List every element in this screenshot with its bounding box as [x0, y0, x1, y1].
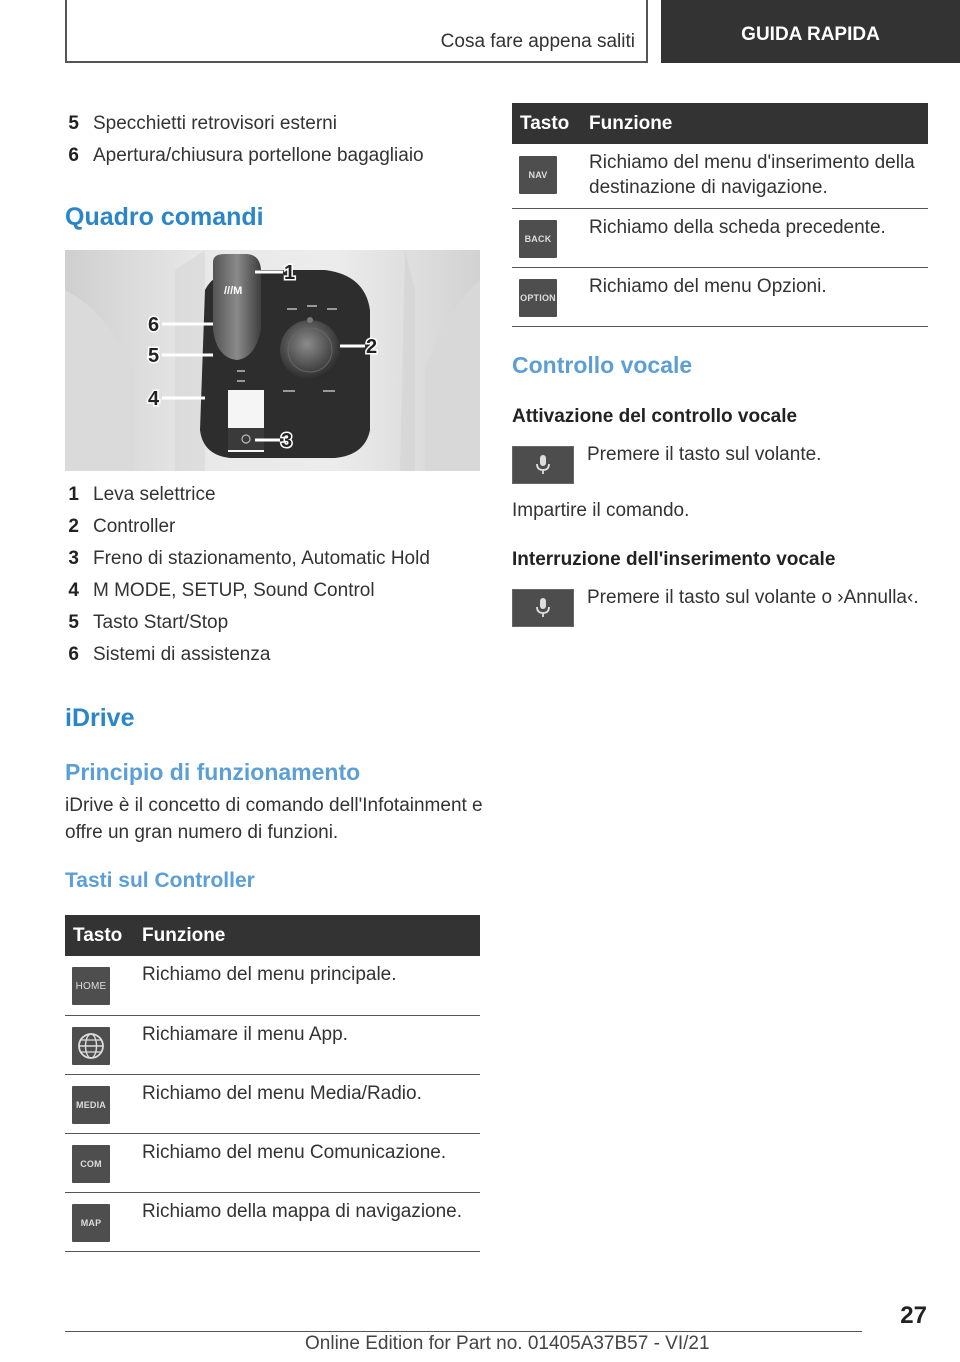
callout-1: 1 — [284, 262, 296, 284]
controller-keys-table — [65, 915, 480, 1252]
function-text: Richiamo del menu Opzioni. — [589, 276, 827, 297]
key-label: OPTION — [520, 293, 556, 303]
callout-3: 3 — [281, 430, 293, 452]
item-number: 3 — [68, 548, 79, 569]
section-title-quadro: Quadro comandi — [65, 203, 264, 231]
item-text: Controller — [93, 516, 176, 537]
item-number: 5 — [68, 612, 79, 633]
function-text: Richiamo della scheda precedente. — [589, 217, 886, 238]
table-row — [65, 1193, 480, 1252]
callout-2: 2 — [366, 336, 378, 358]
map-key-icon — [72, 1204, 110, 1242]
voice-activate-text: Premere il tasto sul volante. — [587, 444, 822, 465]
header-tab-label: GUIDA RAPIDA — [741, 23, 880, 45]
table-header — [512, 103, 928, 144]
controller-keys-table-continued — [512, 103, 928, 327]
item-number: 4 — [68, 580, 79, 601]
svg-text:///M: ///M — [224, 285, 243, 297]
console-illustration — [65, 250, 480, 471]
key-label: COM — [80, 1159, 102, 1169]
globe-icon-svg — [76, 1031, 106, 1061]
col-header-key: Tasto — [73, 925, 123, 946]
table-row — [65, 1075, 480, 1134]
table-header — [65, 915, 480, 956]
key-label: HOME — [75, 980, 107, 992]
voice-command-text: Impartire il comando. — [512, 500, 690, 521]
col-header-function: Funzione — [142, 925, 226, 946]
callout-6: 6 — [148, 314, 160, 336]
home-key-icon — [72, 967, 110, 1005]
item-number: 6 — [68, 644, 79, 665]
nav-key-icon — [519, 156, 557, 194]
item-number: 1 — [68, 484, 79, 505]
item-text: Tasto Start/Stop — [93, 612, 229, 633]
subsection-title-keys: Tasti sul Controller — [65, 869, 255, 892]
option-key-icon — [519, 279, 557, 317]
function-text: Richiamare il menu App. — [142, 1024, 348, 1045]
back-key-icon — [519, 220, 557, 258]
center-console-photo — [65, 250, 480, 471]
item-text: Sistemi di assistenza — [93, 644, 271, 665]
principle-text: iDrive è il concetto di comando dell'Infotainment e offre un gran numero di funzioni. — [65, 795, 483, 843]
steering-voice-button-icon — [512, 446, 574, 484]
page-number: 27 — [900, 1302, 927, 1329]
table-row — [512, 268, 928, 327]
globe-icon — [72, 1027, 110, 1065]
item-number: 5 — [68, 113, 79, 134]
item-number: 2 — [68, 516, 79, 537]
section-title-voice: Controllo vocale — [512, 352, 693, 378]
table-row — [65, 956, 480, 1016]
key-label: MAP — [80, 1218, 102, 1228]
key-label: BACK — [524, 234, 552, 244]
voice-interrupt-title: Interruzione dell'inserimento vocale — [512, 549, 836, 570]
steering-voice-button-icon — [512, 589, 574, 627]
footer-divider — [65, 1331, 862, 1332]
table-row — [65, 1134, 480, 1193]
table-row — [512, 209, 928, 268]
item-text: Freno di stazionamento, Automatic Hold — [93, 548, 430, 569]
key-label: NAV — [528, 170, 548, 180]
item-text: Apertura/chiusura portellone bagagliaio — [93, 145, 424, 166]
com-key-icon — [72, 1145, 110, 1183]
item-text: Specchietti retrovisori esterni — [93, 113, 337, 134]
voice-interrupt-text: Premere il tasto sul volante o ›Annulla‹. — [587, 587, 919, 608]
item-number: 6 — [68, 145, 79, 166]
function-text: Richiamo del menu Media/Radio. — [142, 1083, 422, 1104]
media-key-icon — [72, 1086, 110, 1124]
function-text: Richiamo della mappa di navigazione. — [142, 1201, 463, 1222]
key-label: MEDIA — [76, 1100, 106, 1110]
table-row — [65, 1016, 480, 1075]
callout-4: 4 — [148, 388, 160, 410]
subsection-title-principle: Principio di funzionamento — [65, 759, 361, 785]
footer-edition: Online Edition for Part no. 01405A37B57 - VI/21 — [305, 1333, 710, 1354]
header-section-title: Cosa fare appena saliti — [440, 31, 635, 52]
col-header-function: Funzione — [589, 113, 673, 134]
section-title-idrive: iDrive — [65, 704, 135, 732]
item-text: Leva selettrice — [93, 484, 216, 505]
col-header-key: Tasto — [520, 113, 570, 134]
microphone-icon — [533, 596, 553, 620]
header-tab[interactable] — [661, 0, 960, 63]
voice-activate-title: Attivazione del controllo vocale — [512, 406, 798, 427]
function-text: Richiamo del menu Comunicazione. — [142, 1142, 447, 1163]
item-text: M MODE, SETUP, Sound Control — [93, 580, 375, 601]
function-text: Richiamo del menu d'inserimento della destinazione di navigazione. — [589, 152, 915, 198]
callout-5: 5 — [148, 345, 160, 367]
function-text: Richiamo del menu principale. — [142, 964, 397, 985]
table-row — [512, 144, 928, 209]
microphone-icon — [533, 453, 553, 477]
